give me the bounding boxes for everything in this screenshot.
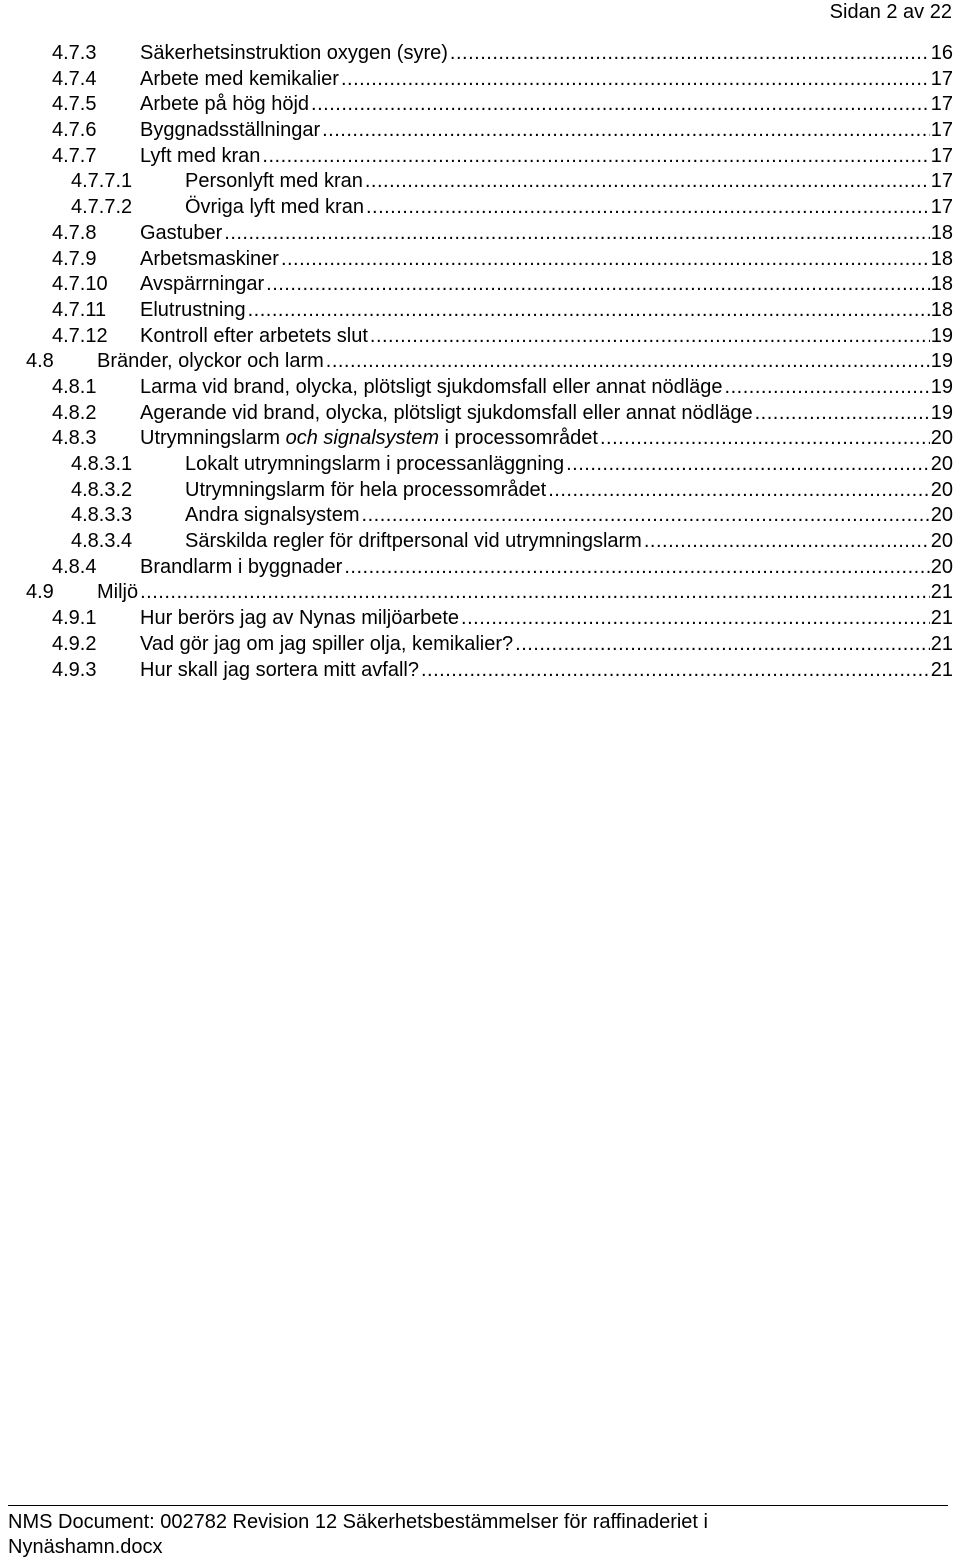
toc-entry[interactable]: [26, 247, 953, 273]
toc-entry-title: Larma vid brand, olycka, plötsligt sjukdomsfall eller annat nödläge: [140, 375, 723, 398]
toc-leader-dots: [281, 247, 930, 273]
toc-entry-number: 4.7.3: [52, 42, 97, 64]
toc-leader-dots: [365, 169, 930, 195]
toc-entry[interactable]: [26, 580, 953, 606]
footer-line: NMS Document: 002782 Revision 12 Säkerhetsbestämmelser för raffinaderiet i: [8, 1511, 708, 1533]
toc-entry[interactable]: [26, 272, 953, 298]
toc-entry[interactable]: [26, 349, 953, 375]
toc-entry-number: 4.7.7.1: [71, 170, 133, 193]
toc-entry[interactable]: [26, 452, 953, 478]
toc-entry-title: Lokalt utrymningslarm i processanläggning: [185, 453, 565, 475]
toc-entry[interactable]: [26, 555, 953, 581]
toc-entry-page: 20: [930, 427, 953, 450]
toc-entry-title: Hur berörs jag av Nynas miljöarbete: [140, 607, 460, 630]
toc-entry-title: Bränder, olyckor och larm: [97, 350, 324, 373]
toc-entry-page: 20: [930, 478, 953, 501]
toc-entry-number: 4.7.8: [52, 221, 97, 244]
toc-leader-dots: [515, 632, 930, 658]
toc-entry[interactable]: [26, 144, 953, 170]
toc-entry-title: Byggnadsställningar: [140, 119, 321, 142]
toc-entry-number: 4.8: [26, 350, 54, 373]
toc-entry[interactable]: [26, 529, 953, 555]
toc-entry-page: 17: [930, 119, 953, 142]
toc-leader-dots: [461, 606, 930, 632]
toc-leader-dots: [311, 92, 930, 118]
toc-leader-dots: [370, 324, 930, 350]
toc-entry-number: 4.8.3.4: [71, 530, 133, 553]
toc-entry-page: 19: [930, 324, 953, 347]
toc-entry-number: 4.8.1: [52, 375, 97, 398]
toc-entry-page: 17: [930, 196, 953, 219]
toc-entry-number: 4.8.3.3: [71, 504, 133, 527]
toc-title-part: i processområdet: [438, 427, 598, 450]
toc-entry-number: 4.9.1: [52, 607, 97, 630]
toc-entry-number: 4.8.2: [52, 401, 97, 424]
toc-title-part: Utrymningslarm: [140, 427, 286, 450]
toc-entry-title: Särskilda regler för driftpersonal vid utrymningslarm: [185, 530, 642, 553]
toc-entry-title: Lyft med kran: [140, 144, 261, 167]
toc-entry-number: 4.8.4: [52, 555, 97, 578]
toc-entry[interactable]: [26, 195, 953, 221]
toc-leader-dots: [344, 555, 929, 581]
page-number-header: Sidan 2 av 22: [829, 1, 952, 23]
toc-leader-dots: [341, 67, 930, 93]
toc-entry-number: 4.7.5: [52, 93, 97, 116]
toc-entry-page: 20: [930, 504, 953, 527]
toc-entry-page: 16: [930, 42, 953, 64]
toc-leader-dots: [140, 580, 930, 606]
toc-leader-dots: [322, 118, 930, 144]
toc-entry-page: 18: [930, 221, 953, 244]
toc-entry-page: 17: [930, 67, 953, 90]
toc-entry-number: 4.7.12: [52, 324, 108, 347]
toc-entry-title: Personlyft med kran: [185, 170, 363, 193]
toc-entry[interactable]: [26, 375, 953, 401]
toc-entry-title: Agerande vid brand, olycka, plötsligt sjukdomsfall eller annat nödläge: [140, 401, 753, 424]
toc-entry[interactable]: [26, 221, 953, 247]
toc-entry-title: Vad gör jag om jag spiller olja, kemikalier?: [140, 632, 514, 655]
toc-entry-title: Kontroll efter arbetets slut: [140, 324, 368, 347]
toc-entry[interactable]: [26, 478, 953, 504]
toc-leader-dots: [266, 272, 930, 298]
toc-leader-dots: [450, 41, 930, 67]
toc-entry-page: 19: [930, 401, 953, 424]
toc-entry[interactable]: [26, 606, 953, 632]
toc-leader-dots: [362, 503, 930, 529]
toc-leader-dots: [755, 401, 930, 427]
toc-entry-page: 17: [930, 170, 953, 193]
toc-entry[interactable]: [26, 92, 953, 118]
toc-leader-dots: [366, 195, 930, 221]
document-footer: [8, 1510, 808, 1560]
toc-entry[interactable]: [26, 324, 953, 350]
toc-entry-page: 19: [930, 375, 953, 398]
toc-entry-title: Andra signalsystem: [185, 504, 360, 527]
toc-entry-number: 4.8.3: [52, 427, 97, 450]
toc-entry-title: Arbetsmaskiner: [140, 247, 279, 270]
toc-entry-number: 4.8.3.2: [71, 478, 133, 501]
toc-entry-title: Avspärrningar: [140, 273, 265, 296]
toc-leader-dots: [248, 298, 930, 324]
toc-entry-number: 4.7.7.2: [71, 196, 133, 219]
toc-entry-number: 4.7.6: [52, 119, 97, 142]
toc-entry[interactable]: [26, 632, 953, 658]
toc-entry-title: Övriga lyft med kran: [185, 196, 364, 219]
toc-entry[interactable]: [26, 67, 953, 93]
toc-entry-page: 17: [930, 144, 953, 167]
toc-leader-dots: [326, 349, 930, 375]
toc-leader-dots: [421, 658, 930, 684]
toc-entry-title: Arbete med kemikalier: [140, 67, 339, 90]
toc-entry-page: 18: [930, 273, 953, 296]
toc-entry[interactable]: [26, 298, 953, 324]
toc-entry-title: Arbete på hög höjd: [140, 93, 310, 116]
toc-entry-number: 4.9: [26, 581, 54, 604]
toc-entry-page: 20: [930, 453, 953, 475]
toc-leader-dots: [600, 426, 930, 452]
toc-leader-dots: [566, 452, 930, 478]
toc-entry[interactable]: [26, 503, 953, 529]
toc-entry[interactable]: [26, 169, 953, 195]
toc-entry-number: 4.9.2: [52, 632, 97, 655]
toc-entry[interactable]: [26, 41, 953, 67]
toc-entry-page: 18: [930, 247, 953, 270]
toc-entry-title: Utrymningslarm för hela processområdet: [185, 478, 547, 501]
toc-entry-number: 4.8.3.1: [71, 453, 133, 475]
toc-entry[interactable]: [26, 426, 953, 452]
toc-title-part-italic: och signalsystem: [285, 427, 439, 450]
toc-leader-dots: [548, 478, 930, 504]
toc-entry-number: 4.7.11: [52, 298, 107, 321]
toc-leader-dots: [644, 529, 930, 555]
toc-entry-page: 21: [930, 581, 953, 604]
toc-entry[interactable]: [26, 658, 953, 684]
toc-entry-title: Brandlarm i byggnader: [140, 555, 343, 578]
toc-entry-number: 4.7.9: [52, 247, 97, 270]
toc-entry-number: 4.9.3: [52, 658, 97, 681]
toc-entry-page: 21: [930, 632, 953, 655]
toc-entry[interactable]: [26, 401, 953, 427]
toc-entry-number: 4.7.7: [52, 144, 97, 167]
toc-leader-dots: [224, 221, 929, 247]
toc-entry-title: Hur skall jag sortera mitt avfall?: [140, 658, 419, 681]
toc-entry-page: 17: [930, 93, 953, 116]
toc-leader-dots: [262, 144, 929, 170]
toc-entry-page: 18: [930, 298, 953, 321]
footer-divider: [8, 1505, 948, 1506]
toc-entry-page: 21: [930, 607, 953, 630]
toc-entry-title: Säkerhetsinstruktion oxygen (syre): [140, 42, 448, 64]
table-of-contents: [26, 41, 953, 683]
toc-entry-page: 20: [930, 555, 953, 578]
toc-entry-title: Elutrustning: [140, 298, 246, 321]
toc-entry-title: Gastuber: [140, 221, 223, 244]
toc-entry-page: 21: [930, 658, 953, 681]
toc-entry-number: 4.7.4: [52, 67, 97, 90]
toc-entry-page: 20: [930, 530, 953, 553]
toc-entry-title: Miljö: [97, 581, 139, 604]
footer-line: Nynäshamn.docx: [8, 1536, 163, 1558]
toc-entry-title: [140, 426, 598, 452]
toc-leader-dots: [725, 375, 930, 401]
toc-entry-number: 4.7.10: [52, 273, 108, 296]
toc-entry-page: 19: [930, 350, 953, 373]
toc-entry[interactable]: [26, 118, 953, 144]
